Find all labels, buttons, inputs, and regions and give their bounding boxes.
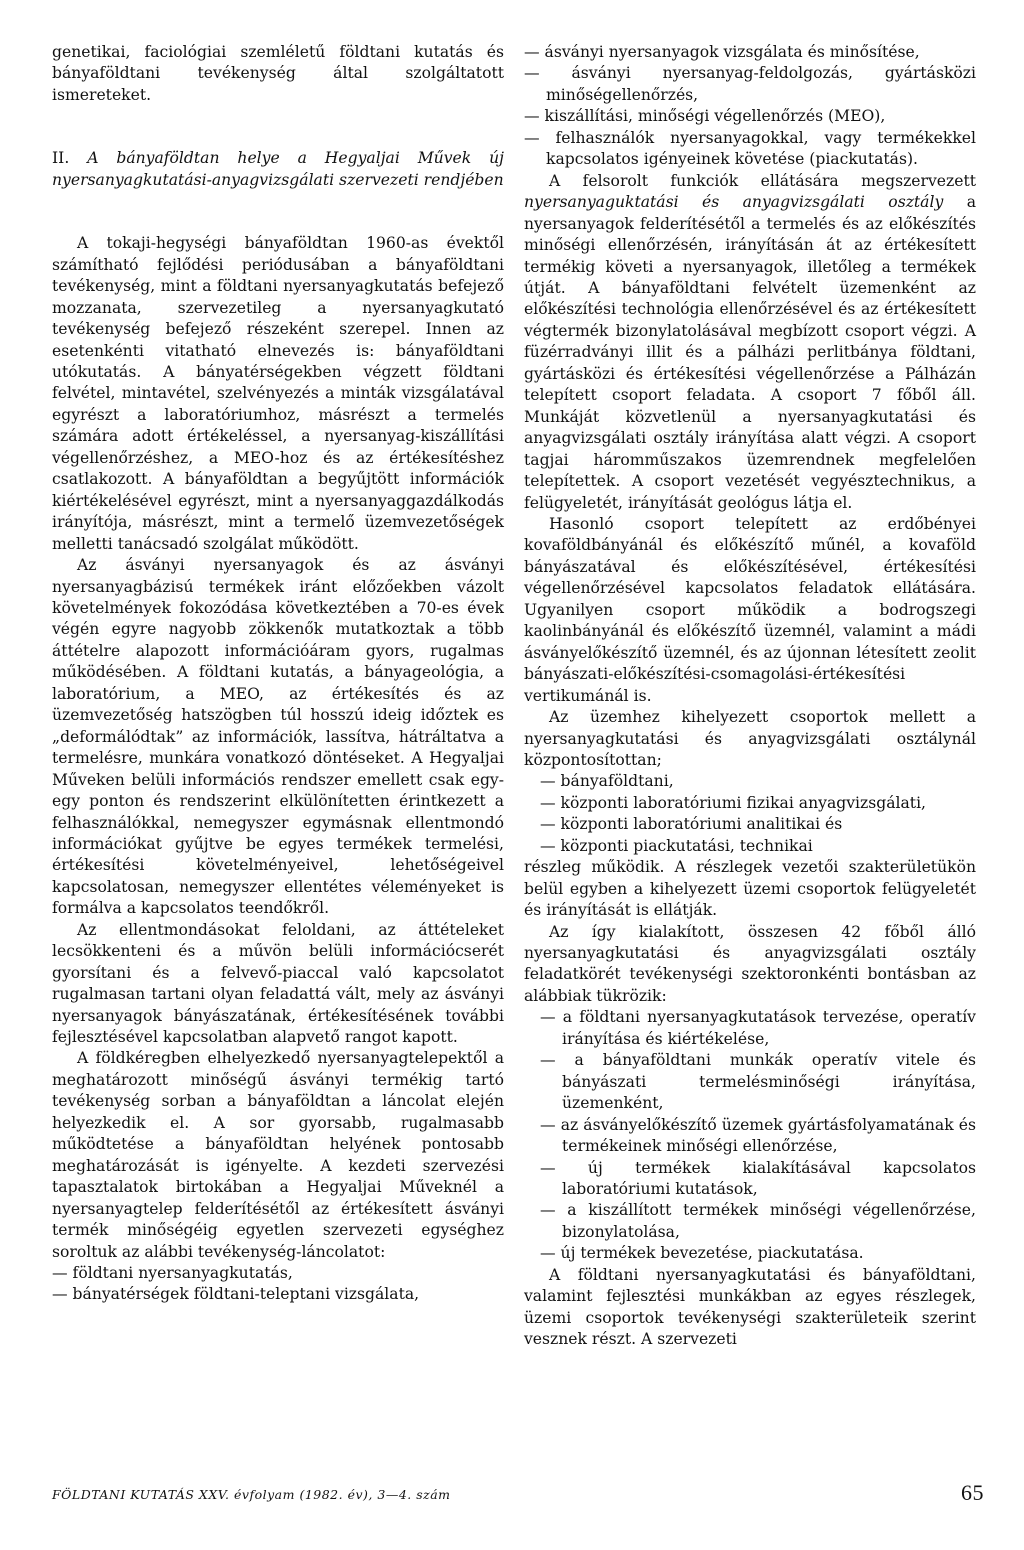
list-item: — bányatérségek földtani-teleptani vizsgálata, xyxy=(52,1285,420,1304)
list-item: — központi laboratóriumi fizikai anyagvizsgálati, xyxy=(540,793,927,812)
paragraph: Hasonló csoport telepített az erdőbényei kovaföldbányánál és előkészítő műnél, a kovaföld bányászatával és előkészítésével, értékesítési végellenőrzésével kapcsolatos feladatok ellátására. Ugyanilyen csoport működik a bodrogszegi kaolinbányánál és előkészítő üzemnél, valamint a mádi ásványelőkészítő üzemnél, és az újonnan létesített zeolit bányászati-előkészítési-csomagolási-értékesítési vertikumánál is. xyxy=(524,514,976,705)
left-column xyxy=(52,42,504,1306)
list-item: — új termékek kialakításával kapcsolatos laboratóriumi kutatások, xyxy=(540,1158,976,1199)
list-item: — bányaföldtani, xyxy=(540,772,674,791)
list-item: — központi piackutatási, technikai xyxy=(540,836,813,855)
list-item: — kiszállítási, minőségi végellenőrzés (MEO), xyxy=(524,107,886,126)
page-number: 65 xyxy=(961,1480,984,1505)
list-item: — új termékek bevezetése, piackutatása. xyxy=(540,1244,864,1263)
paragraph: részleg működik. A részlegek vezetői szakterületükön belül egyben a kihelyezett üzemi csoportok felügyeletét és irányítását is ellátják. xyxy=(524,858,976,920)
list-item: — ásványi nyersanyag-feldolgozás, gyártásközi minőségellenőrzés, xyxy=(524,64,976,104)
list-item: — az ásványelőkészítő üzemek gyártásfolyamatának és termékeinek minőségi ellenőrzése, xyxy=(540,1115,976,1156)
emphasis-text: nyersanyaguktatási és anyagvizsgálati osztály xyxy=(524,193,944,212)
list-item: — ásványi nyersanyagok vizsgálata és minősítése, xyxy=(524,43,920,61)
paragraph: A földtani nyersanyagkutatási és bányaföldtani, valamint fejlesztési munkákban az egyes részlegek, üzemi csoportok tevékenységi szakterületeik szerint vesznek részt. A szervezeti xyxy=(524,1265,976,1349)
paragraph: A tokaji-hegységi bányaföldtan 1960-as évektől számítható fejlődési periódusában a bányaföldtani tevékenység, mint a földtani nyersanyagkutatás befejező mozzanata, szervezetileg a nyersanyagkutató tevékenység befejező részeként szerepel. Innen az esetenkénti vitatható elnevezés is: bányaföldtani utókutatás. A bányatérségekben végzett földtani felvétel, mintavétel, szelvényezés a minták vizsgálatával egyrészt a laboratóriumhoz, másrészt a termelés számára adott értékeléssel, a nyersanyag-kiszállítási végellenőrzéshez, a MEO-hoz és az értékesítéshez csatlakozott. A bányaföldtan a begyűjtött információk kiértékelésével egyrészt, mint a nyersanyaggazdálkodás irányítója, másrészt, mint a termelő üzemvezetőségek melletti tanácsadó szolgálat működött. xyxy=(52,234,504,553)
section-heading xyxy=(52,148,504,191)
text-run: A felsorolt funkciók ellátására megszervezett xyxy=(548,171,976,190)
paragraph: Az így kialakított, összesen 42 főből álló nyersanyagkutatási és anyagvizsgálati osztály feladatkörét tevékenységi szektoronkénti bontásban az alábbiak tükrözik: xyxy=(524,922,976,1005)
text-run: a nyersanyagok felderítésétől a termelés és az előkészítés minőségi ellenőrzésén, irányításán át az értékesített termékig követi a nyersanyagok, illetőleg a termékek útját. A bányaföldtani felvételt üzemenként az előkészítési technológia ellenőrzésével és az értékesített végtermék bizonylatolásával megbízott csoport végzi. A füzérradványi illit és a pálházi perlitbánya földtani, gyártásközi és értékesítési végellenőrzése a Pálházán telepített csoport feladata. A csoport 7 főből áll. Munkáját közvetlenül a nyersanyagkutatási és anyagvizsgálati osztály irányítása alatt végzi. A csoport tagjai háromműszakos üzemrendnek megfelelően telepítettek. A csoport vezetését vegyésztechnikus, a felügyeletét, irányítását geológus látja el. xyxy=(524,193,976,512)
right-column xyxy=(524,42,976,1351)
section-title: A bányaföldtan helye a Hegyaljai Művek új nyersanyagkutatási-anyagvizsgálati szervezeti rendjében xyxy=(52,149,504,189)
list-item: — a bányaföldtani munkák operatív vitele és bányászati termelésminőségi irányítása, üzemenként, xyxy=(540,1051,976,1113)
journal-citation: FÖLDTANI KUTATÁS XXV. évfolyam (1982. év), 3—4. szám xyxy=(52,1487,451,1502)
list-item: — felhasználók nyersanyagokkal, vagy termékekkel kapcsolatos igényeinek követése (piackutatás). xyxy=(524,128,976,169)
paragraph: A földkéregben elhelyezkedő nyersanyagtelepektől a meghatározott minőségű ásványi termékig tartó tevékenység sorban a bányaföldtan a láncolat elején helyezkedik el. A sor gyorsabb, rugalmasabb működtetése a bányaföldtan helyének pontosabb meghatározását is igényelte. A kezdeti szervezési tapasztalatok birtokában a Hegyaljai Műveknél a nyersanyagtelep felderítésétől az értékesített ásványi termék minőségéig egyetlen szervezeti egységhez soroltuk az alábbi tevékenység-láncolatot: xyxy=(52,1049,504,1261)
list-item: — a földtani nyersanyagkutatások tervezése, operatív irányítása és kiértékelése, xyxy=(540,1008,976,1048)
list-item: — földtani nyersanyagkutatás, xyxy=(52,1264,293,1283)
paragraph: genetikai, faciológiai szemléletű földtani kutatás és bányaföldtani tevékenység által szolgáltatott ismereteket. xyxy=(52,43,504,104)
paragraph: Az üzemhez kihelyezett csoportok mellett a nyersanyagkutatási és anyagvizsgálati osztálynál központosítottan; xyxy=(524,708,976,769)
paragraph: Az ellentmondásokat feloldani, az áttételeket lecsökkenteni és a művön belüli információcserét gyorsítani és a felvevő-piaccal való kapcsolatot rugalmasan tartani olyan feladattá vált, mely az ásványi nyersanyagok bányászatának, értékesítésének további fejlesztésével kapcsolatban alapvető rangot kapott. xyxy=(52,920,504,1047)
paragraph xyxy=(524,171,976,514)
list-item: — a kiszállított termékek minőségi végellenőrzése, bizonylatolása, xyxy=(540,1201,976,1241)
list-item: — központi laboratóriumi analitikai és xyxy=(540,815,843,834)
page-footer xyxy=(52,1482,984,1506)
paragraph: Az ásványi nyersanyagok és az ásványi nyersanyagbázisú termékek iránt előzőekben vázolt követelmények fokozódása következtében a 70-es évek végén egyre nagyobb zökkenők mutatkoztak a több áttételre alapozott információáram gyors, rugalmas működésében. A földtani kutatás, a bányageológia, a laboratórium, a MEO, az értékesítés és az üzemvezetőség hatszögben túl hosszú ideig időztek es „deformálódtak” az információk, lassítva, hátráltatva a termelésre, munkára vonatkozó döntéseket. A Hegyaljai Műveken belüli információs rendszer emellett csak egy-egy ponton és rendszerint elkülönítetten érintkezett a felhasználókkal, nemegyszer egymásnak ellentmondó információkat gyűjtve be egyes termékek termelési, értékesítési követelményeivel, lehetőségeivel kapcsolatosan, nemegyszer ellentétes véleményeket is formálva a kapcsolatos teendőkről. xyxy=(52,556,504,918)
section-number: II. xyxy=(52,149,70,168)
